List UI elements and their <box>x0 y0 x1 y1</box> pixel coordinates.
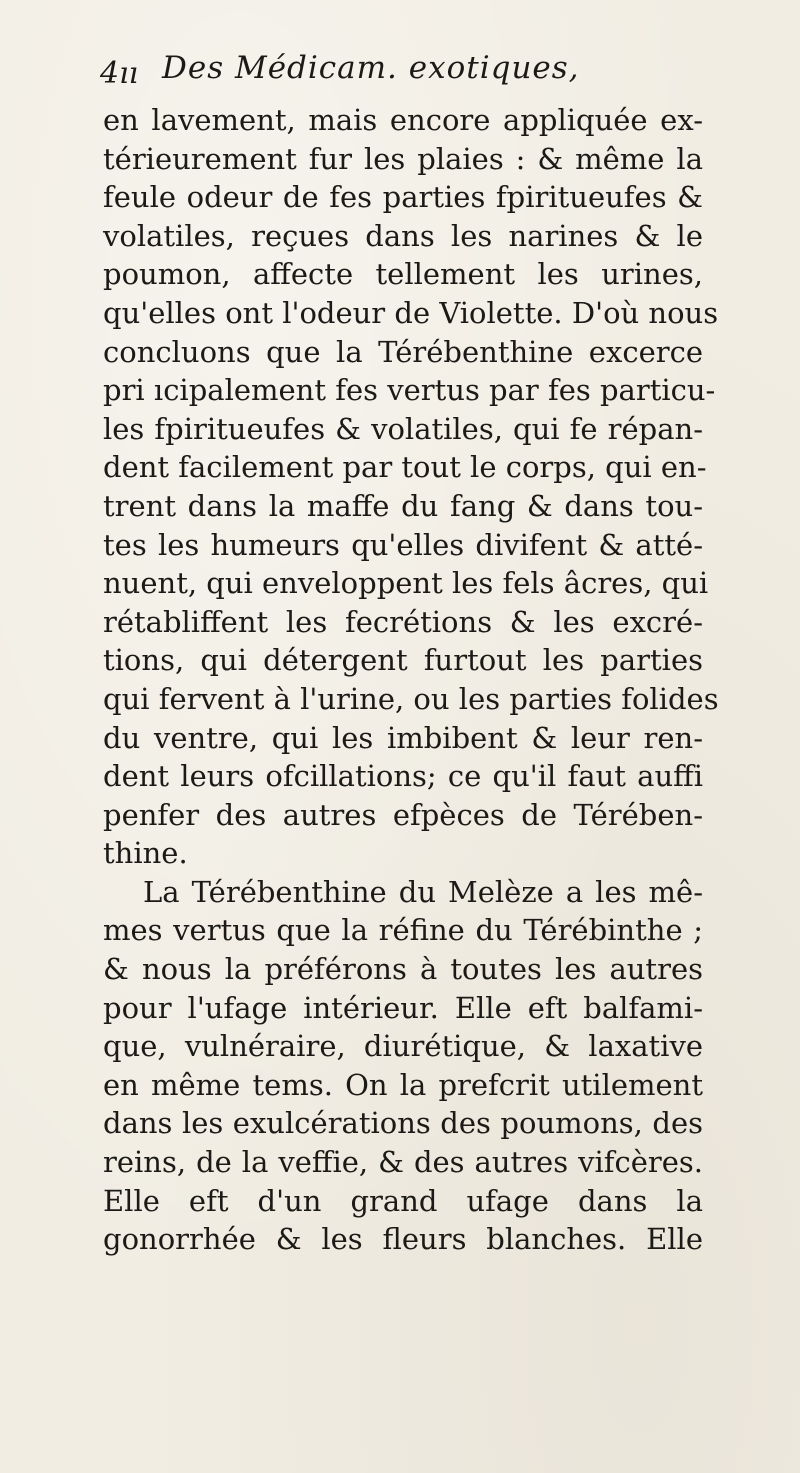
paragraph-end-line: thine. <box>103 836 188 871</box>
text-line: nuent, qui enveloppent les fels âcres, qui <box>103 566 709 601</box>
text-line: du ventre, qui les imbibent & leur ren- <box>103 720 703 755</box>
text-line: en lavement, mais encore appliquée ex- <box>103 103 703 137</box>
text-line: qu'elles ont l'odeur de Violette. D'où nous <box>103 295 719 330</box>
text-line: dent facilement par tout le corps, qui en- <box>103 450 707 485</box>
text-line: mes vertus que la réfine du Térébinthe ; <box>103 913 703 948</box>
text-line: tes les humeurs qu'elles divifent & atté- <box>103 527 703 562</box>
text-line: les fpiritueufes & volatiles, qui fe répan- <box>103 411 703 446</box>
text-line: dent leurs ofcillations; ce qu'il faut auffi <box>103 759 703 794</box>
page-header <box>100 50 660 96</box>
text-line: dans les exulcérations des poumons, des <box>103 1106 703 1141</box>
text-line: que, vulnéraire, diurétique, & laxative <box>103 1029 703 1064</box>
text-line: tions, qui détergent furtout les parties <box>103 643 703 678</box>
text-line: pri ıcipalement fes vertus par fes particu- <box>103 373 716 408</box>
text-line: Elle eft d'un grand ufage dans la <box>103 1183 703 1218</box>
text-line: & nous la préférons à toutes les autres <box>103 952 703 987</box>
text-line: concluons que la Térébenthine excerce <box>103 334 703 369</box>
text-line: trent dans la maffe du fang & dans tou- <box>103 488 703 523</box>
text-line: térieurement fur les plaies : & même la <box>103 141 703 176</box>
text-line: rétabliffent les fecrétions & les excré- <box>103 604 703 639</box>
page-number: 4ıı <box>100 56 139 91</box>
text-line: pour l'ufage intérieur. Elle eft balfami- <box>103 990 703 1025</box>
text-line: gonorrhée & les fleurs blanches. Elle <box>103 1222 703 1257</box>
text-line: reins, de la veffie, & des autres vifcères. <box>103 1145 703 1180</box>
text-line: volatiles, reçues dans les narines & le <box>103 218 703 253</box>
text-line: en même tems. On la prefcrit utilement <box>103 1067 703 1102</box>
body-text <box>103 101 719 1259</box>
text-line: qui fervent à l'urine, ou les parties folides <box>103 681 719 716</box>
running-title: Des Médicam. exotiques, <box>162 50 580 86</box>
paragraph-start-line: La Térébenthine du Melèze a les mê- <box>143 874 703 909</box>
text-line: feule odeur de fes parties fpiritueufes & <box>103 180 703 215</box>
text-line: poumon, affecte tellement les urines, <box>103 257 703 292</box>
text-line: penfer des autres efpèces de Térében- <box>103 797 703 832</box>
